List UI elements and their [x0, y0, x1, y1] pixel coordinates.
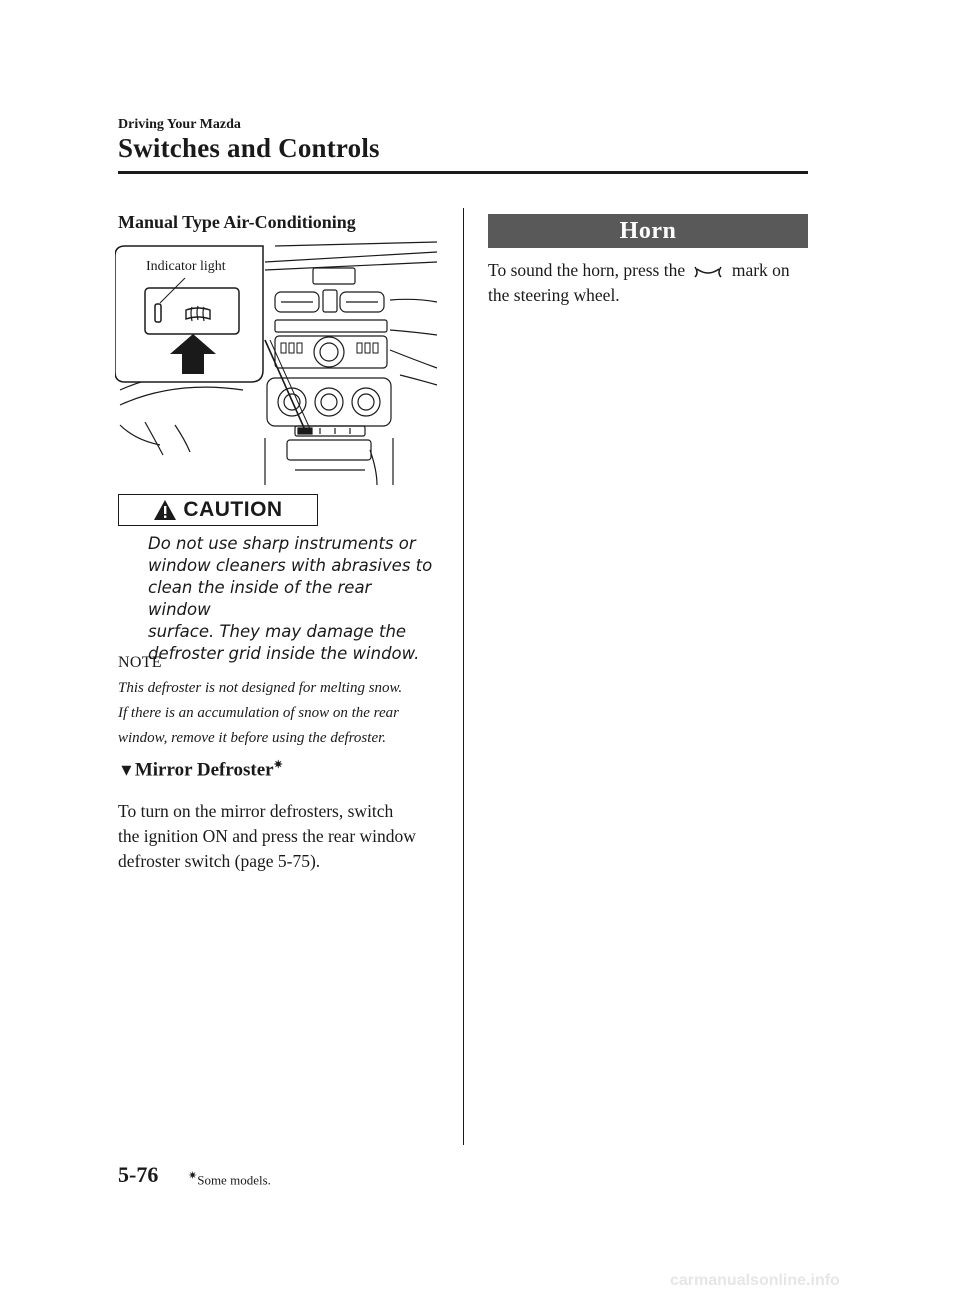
body-line: the ignition ON and press the rear window — [118, 826, 416, 846]
horn-text — [488, 258, 818, 308]
body-line: defroster switch (page 5-75). — [118, 851, 321, 871]
caution-line: window cleaners with abrasives to — [148, 556, 433, 575]
caution-label: CAUTION — [183, 498, 283, 521]
press-arrow-icon — [170, 334, 216, 374]
note-label: NOTE — [118, 654, 162, 671]
mirror-defroster-title: Mirror Defroster — [134, 759, 274, 781]
indicator-light-label: Indicator light — [146, 259, 226, 274]
body-line: To turn on the mirror defrosters, switch — [118, 801, 394, 821]
note-line: If there is an accumulation of snow on the rear — [118, 705, 399, 721]
some-models-marker: ✷ — [273, 759, 283, 771]
body-line — [488, 258, 818, 283]
page-title: Switches and Controls — [118, 133, 380, 163]
footnote-text: Some models. — [197, 1172, 271, 1188]
note-line: This defroster is not designed for melting snow. — [118, 680, 403, 696]
watermark: carmanualsonline.info — [670, 1272, 840, 1289]
mirror-defroster-text — [118, 799, 458, 874]
horn-section-bar — [488, 214, 808, 248]
section-bullet: ▼ — [118, 760, 135, 780]
horn-text-part: mark on — [731, 260, 790, 280]
horn-text-part: To sound the horn, press the — [488, 260, 686, 280]
rear-defroster-switch-icon — [184, 305, 212, 323]
caution-line: clean the inside of the rear window — [148, 578, 372, 619]
footnote — [188, 1169, 271, 1188]
note-line: window, remove it before using the defroster. — [118, 730, 387, 746]
caution-text — [148, 533, 438, 665]
page-number: 5-76 — [118, 1162, 159, 1187]
caution-line: Do not use sharp instruments or — [148, 534, 416, 553]
subheading-manual-ac: Manual Type Air-Conditioning — [118, 212, 356, 232]
mirror-defroster-heading — [118, 758, 283, 781]
horn-title: Horn — [619, 217, 677, 244]
caution-line: surface. They may damage the — [148, 622, 407, 641]
caution-box — [118, 494, 318, 526]
body-line: the steering wheel. — [488, 285, 620, 305]
header-divider — [118, 171, 808, 174]
caution-line: defroster grid inside the window. — [148, 644, 420, 663]
section-name: Driving Your Mazda — [118, 117, 241, 132]
horn-icon — [691, 265, 725, 279]
warning-triangle-icon — [153, 499, 177, 521]
dashboard-illustration — [115, 240, 440, 485]
column-divider — [463, 208, 464, 1145]
note-text — [118, 676, 448, 751]
some-models-marker: ✷ — [188, 1170, 198, 1182]
